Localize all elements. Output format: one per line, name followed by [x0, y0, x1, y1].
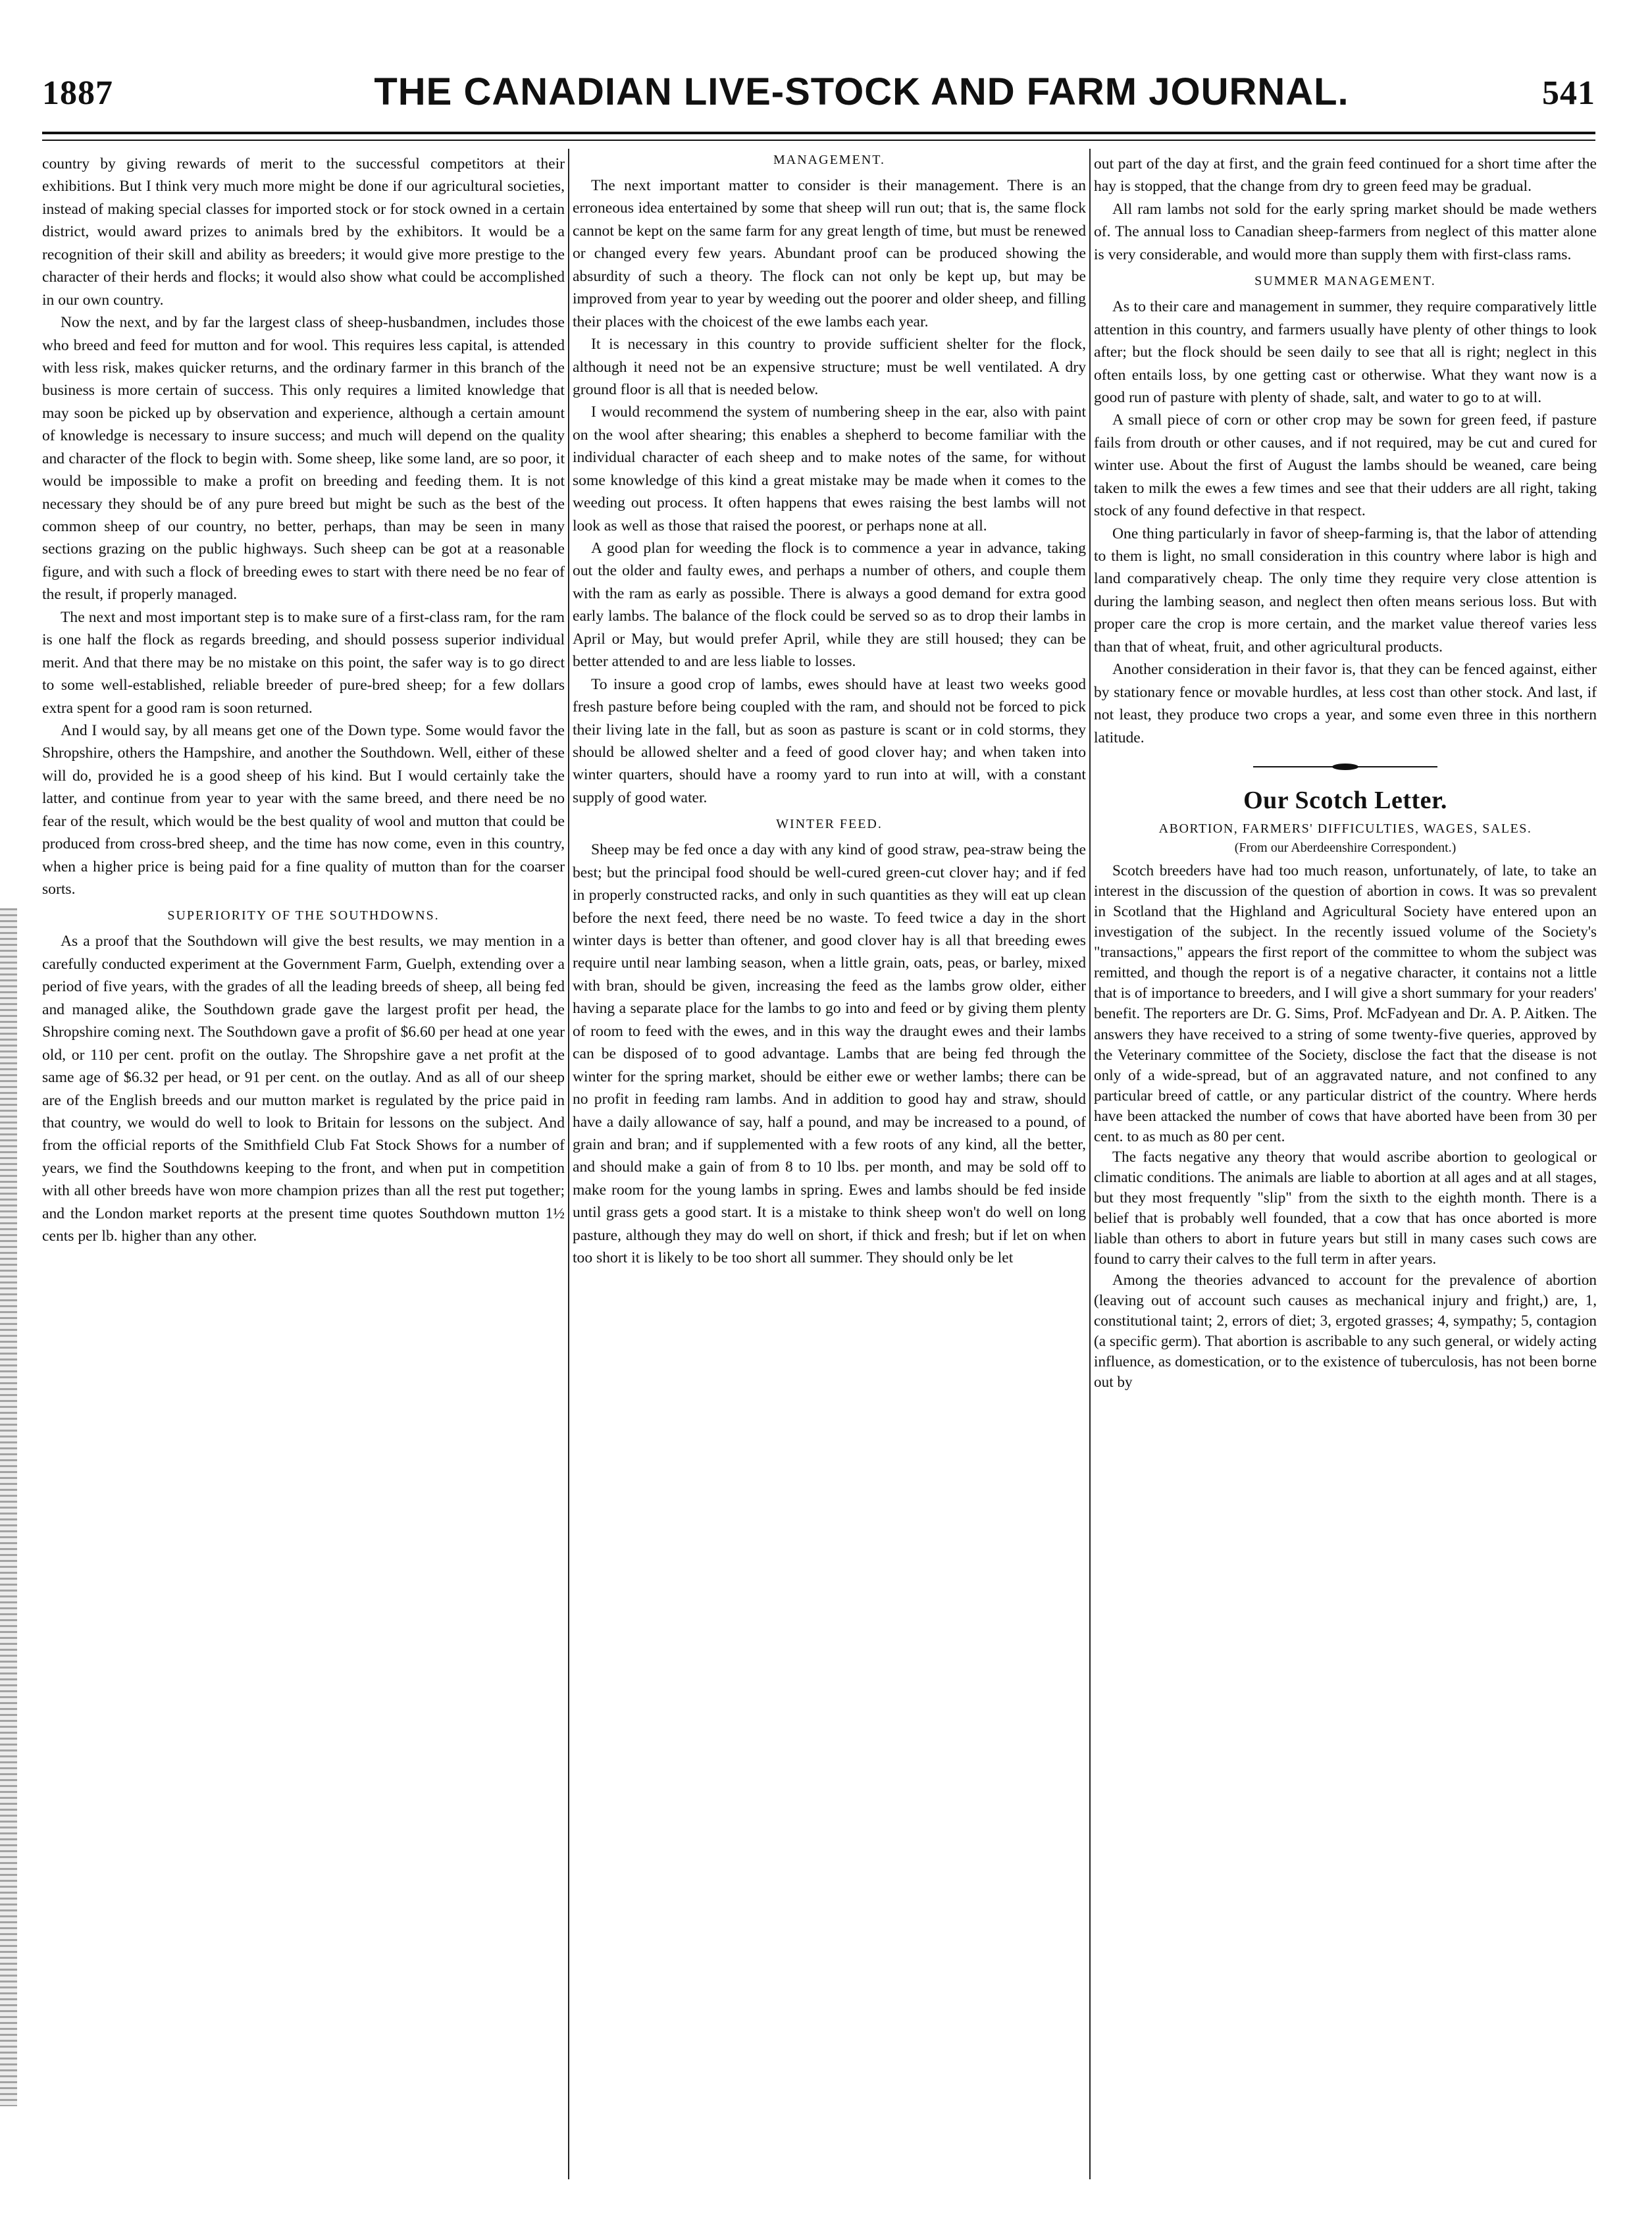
letter-body — [1094, 861, 1597, 1393]
paragraph: To insure a good crop of lambs, ewes should have at least two weeks good fresh pasture before being coupled with the ram, and should not be forced to pick their living late in the fall, but as soon as pasture is scant or in cold storms, they should be allowed shelter and a feed of good clover hay; and when taken into winter quarters, should have a roomy yard to run into at will, with a constant supply of good water. — [573, 675, 1086, 806]
column-divider — [1089, 149, 1091, 2179]
running-header — [42, 70, 1595, 133]
paragraph: out part of the day at first, and the grain feed continued for a short time after the hay is stopped, that the change from dry to green feed may be gradual. — [1094, 155, 1597, 195]
section-heading-management: MANAGEMENT. — [773, 153, 885, 167]
journal-title: THE CANADIAN LIVE-STOCK AND FARM JOURNAL. — [374, 70, 1349, 113]
paragraph: I would recommend the system of numbering sheep in the ear, also with paint on the wool after shearing; this enables a shepherd to become familiar with the individual character of each sheep and to make notes of the same, for without some knowledge of this kind a great mistake may be made when it comes to the weeding out process. It often happens that ewes raising the best lambs will not look as well as those that raised the poorest, or perhaps none at all. — [573, 403, 1086, 534]
article-title-scotch-letter: Our Scotch Letter. — [1243, 786, 1447, 814]
column-1 — [42, 153, 565, 2180]
article-credit: (From our Aberdeenshire Correspondent.) — [1234, 840, 1457, 855]
paragraph: country by giving rewards of merit to the successful competitors at their exhibitions. But I think very much more might be done if our agricultural societies, instead of making special classes for imported stock or for stock owned in a certain district, would award prizes to animals bred by the exhibitors. It would be a recognition of their skill and ability as breeders; it would give more prestige to the character of their herds and flocks; it would also show what could be accomplished in our own country. — [42, 155, 565, 309]
header-rule-thick — [42, 132, 1595, 134]
column-divider — [568, 149, 569, 2179]
paragraph: All ram lambs not sold for the early spring market should be made wethers of. The annual loss to Canadian sheep-farmers from neglect of this matter alone is very considerable, and would more than supply them with first-class rams. — [1094, 200, 1597, 263]
paragraph: The next important matter to consider is their management. There is an erroneous idea entertained by some that sheep will run out; that is, the same flock cannot be kept on the same farm for any great length of time, but must be renewed or changed every few years. Abundant proof can be produced showing the absurdity of such a theory. The flock can not only be kept up, but may be improved from year to year by weeding out the poorer and older sheep, and filling their places with the choicest of the ewe lambs each year. — [573, 177, 1086, 330]
paragraph: As a proof that the Southdown will give the best results, we may mention in a carefully conducted experiment at the Government Farm, Guelph, extending over a period of five years, with the grades of all the leading breeds of sheep, all being fed and managed alike, the Southdown grade gave the largest profit per head, the Shropshire coming next. The Southdown gave a profit of $6.60 per head at one year old, or 110 per cent. profit on the outlay. The Shropshire gave a net profit at the same age of $6.32 per head, or 91 per cent. on the outlay. And as all of our sheep are of the English breeds and our mutton market is regulated by the price paid in that country, we would do well to look to Britain for lessons on the subject. And from the official reports of the Smithfield Club Fat Stock Shows for a number of years, we find the Southdowns keeping to the front, and when put in competition with all other breeds have won more champion prizes than all the rest put together; and the London market reports at the present time quotes Southdown mutton 1½ cents per lb. higher than any other. — [42, 933, 565, 1245]
paragraph: Among the theories advanced to account for the prevalence of abortion (leaving out of account such causes as mechanical injury and fright,) are, 1, constitutional taint; 2, errors of diet; 3, ergoted grasses; 4, sympathy; 5, contagion (a specific germ). That abortion is ascribable to any such general, or widely acting influence, as domestication, or to the existence of tuberculosis, has not been borne out by — [1094, 1271, 1597, 1391]
article-subtitle: ABORTION, FARMERS' DIFFICULTIES, WAGES, SALES. — [1158, 821, 1532, 836]
paragraph: As to their care and management in summer, they require comparatively little attention in this country, and farmers usually have plenty of other things to look after; but the flock should be seen daily to see that all is right; neglect in this often entails loss, by one getting cast or otherwise. What they want now is a good run of pasture with plenty of shade, salt, and water to go to at will. — [1094, 298, 1597, 406]
paragraph: A small piece of corn or other crop may be sown for green feed, if pasture fails from drouth or other causes, and if not required, may be cut and cured for winter use. About the first of August the lambs should be weaned, care being taken to milk the ewes a few times and see that their udders are all right, taking stock of any found defective in that respect. — [1094, 411, 1597, 520]
paragraph: Sheep may be fed once a day with any kind of good straw, pea-straw being the best; but the principal food should be well-cured green-cut clover hay; and if fed in properly constructed racks, and only in such quantities as they will eat up clean before the next feed, there need be no waste. To feed twice a day in the short winter days is better than oftener, and good clover hay is all that breeding ewes require until near lambing season, when a little grain, oats, peas, or barley, mixed with bran, should be given, increasing the feed as the lambs grow older, either having a separate place for the lambs to go into and feed or by giving them plenty of room to feed with the ewes, and in this way the draught ewes and their lambs can be disposed of to good advantage. Lambs that are being fed through the winter for the spring market, should be either ewe or wether lambs; there can be no profit in feeding ram lambs. And in addition to good hay and straw, should have a daily allowance of say, half a pound, and may be increased to a pound, of grain and bran; and if supplemented with a few roots of any kind, all the better, and should make a gain of from 8 to 10 lbs. per month, and may be sold off to make room for the young lambs in spring. Ewes and lambs should be fed inside until grass gets a good start. It is a mistake to think sheep won't do well on long pasture, although they may do well on short, if thick and fresh; but if let on when too short it is likely to be too short all summer. They should only be let — [573, 841, 1086, 1267]
page-number: 541 — [1542, 74, 1595, 112]
paragraph: And I would say, by all means get one of the Down type. Some would favor the Shropshire, others the Hampshire, and another the Southdown. Well, either of these will do, provided he is a good sheep of his kind. But I would certainly take the latter, and continue from year to year with the same breed, and there need be no fear of the result, which would be the best quality of wool and mutton that could be produced from cross-bred sheep, and the time has now come, even in this country, when a higher price is being paid for a fine quality of mutton than for the coarser sorts. — [42, 721, 565, 898]
paragraph: The next and most important step is to make sure of a first-class ram, for the ram is one half the flock as regards breeding, and should possess superior individual merit. And that there may be no mistake on this point, the safer way is to go direct to some well-established, reliable breeder of pure-bred sheep; for a few dollars extra spent for a good ram is soon returned. — [42, 608, 565, 717]
paragraph: The facts negative any theory that would ascribe abortion to geological or climatic conditions. The animals are liable to abortion at all ages and at all stages, but they most frequently "slip" from the sixth to the eighth month. There is a belief that is probably well founded, that a cow that has once aborted is more liable than others to abort in future years but still in many cases such cows are found to carry their calves to the full term in after years. — [1094, 1149, 1597, 1268]
section-divider-ornament — [1253, 765, 1437, 769]
header-rule-thin — [42, 140, 1595, 141]
column-3 — [1094, 153, 1597, 2180]
paragraph: A good plan for weeding the flock is to commence a year in advance, taking out the older and faulty ewes, and perhaps a number of others, and couple them with the ram as early as possible. There is always a good demand for extra good early lambs. The balance of the flock could be served so as to drop their lambs in April or May, but would prefer April, while they are still housed; they can be better attended to and are less liable to losses. — [573, 540, 1086, 671]
paragraph: It is necessary in this country to provide sufficient shelter for the flock, although it need not be an expensive structure; must be well ventilated. A dry ground floor is all that is needed below. — [573, 336, 1086, 398]
paragraph: Another consideration in their favor is, that they can be fenced against, either by stationary fence or movable hurdles, at less cost than other stock. And last, if not least, they produce two crops a year, and some even three in this northern latitude. — [1094, 661, 1597, 746]
paragraph: Now the next, and by far the largest class of sheep-husbandmen, includes those who breed and feed for mutton and for wool. This requires less capital, is attended with less risk, makes quicker returns, and the ordinary farmer in this branch of the business is more certain of success. This only requires a limited knowledge that may soon be picked up by observation and experience, although a certain amount of knowledge is necessary to insure success; and much will depend on the quality and character of the flock to begin with. Some sheep, like some land, are so poor, it would be impossible to make a profit on breeding and feeding them. It is not necessary they should be of any pure breed but might be such as the best of the common sheep of our country, no better, perhaps, than may be seen in many sections grazing on the public highways. Such sheep can be got at a reasonable figure, and with such a flock of breeding ewes to start with there need be no fear of the result, if properly managed. — [42, 314, 565, 604]
section-heading-summer: SUMMER MANAGEMENT. — [1254, 274, 1436, 289]
section-heading-southdowns: SUPERIORITY OF THE SOUTHDOWNS. — [167, 908, 440, 923]
section-heading-winter-feed: WINTER FEED. — [776, 817, 883, 832]
paragraph: One thing particularly in favor of sheep-farming is, that the labor of attending to them is light, no small consideration in this country where labor is high and land comparatively cheap. The only time they require very close attention is during the lambing season, and neglect then often means serious loss. But with proper care the crop is more certain, and the market value thereof varies less than that of wheat, fruit, and other agricultural products. — [1094, 525, 1597, 656]
column-2 — [573, 153, 1086, 2180]
paragraph: Scotch breeders have had too much reason, unfortunately, of late, to take an interest in the discussion of the question of abortion in cows. It was so prevalent in Scotland that the Highland and Agricultural Society have entered upon an investigation of the subject. In the recently issued volume of the Society's "transactions," appears the first report of the committee to whom the subject was remitted, and though the report is of a negative character, it contains not a little that is of importance to breeders, and I will give a short summary for your readers' benefit. The reporters are Dr. G. Sims, Prof. McFadyean and Dr. A. P. Aitken. The answers they have received to a string of some twenty-five queries, approved by the Veterinary committee of the Society, disclose the fact that the disease is not only of a wide-spread, but of an aggravated nature, and not confined to any particular breed of cattle, or any particular district of the country. Where herds have been attacked the number of cows that have aborted have been from 30 per cent. to as much as 80 per cent. — [1094, 862, 1597, 1145]
page-edge-shadow — [0, 908, 17, 2106]
header-year: 1887 — [42, 74, 113, 112]
